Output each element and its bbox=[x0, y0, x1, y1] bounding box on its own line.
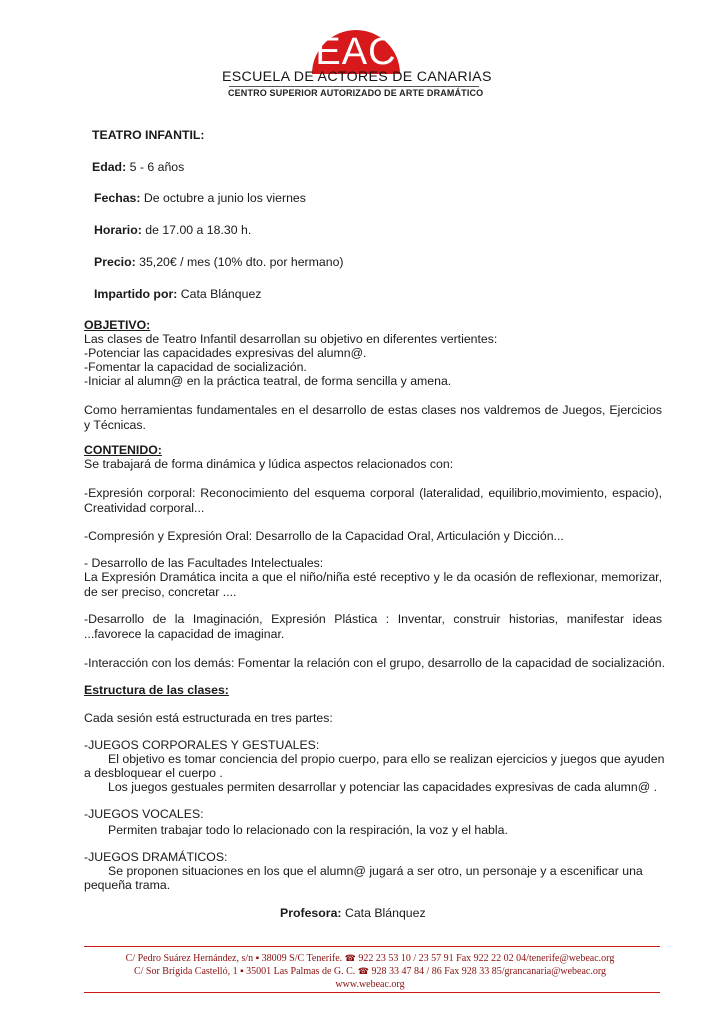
corporales-title: -JUEGOS CORPORALES Y GESTUALES: bbox=[84, 738, 320, 752]
contenido-intro: Se trabajará de forma dinámica y lúdica aspectos relacionados con: bbox=[84, 457, 454, 471]
course-title: TEATRO INFANTIL: bbox=[92, 128, 205, 142]
telephone-icon: ☎ bbox=[344, 953, 356, 963]
dramaticos-title: -JUEGOS DRAMÁTICOS: bbox=[84, 850, 228, 864]
age-value: 5 - 6 años bbox=[129, 160, 185, 174]
objetivo-item: -Iniciar al alumn@ en la práctica teatral, de forma sencilla y amena. bbox=[84, 374, 452, 388]
estructura-heading: Estructura de las clases: bbox=[84, 683, 229, 697]
corporales-text: a desbloquear el cuerpo . bbox=[84, 766, 223, 780]
price-label: Precio: bbox=[94, 255, 136, 269]
dates-value: De octubre a junio los viernes bbox=[143, 191, 306, 205]
school-name: ESCUELA DE ACTORES DE CANARIAS bbox=[222, 69, 492, 85]
teacher-row bbox=[94, 287, 261, 302]
contenido-heading: CONTENIDO: bbox=[84, 443, 162, 457]
objetivo-heading: OBJETIVO: bbox=[84, 318, 151, 332]
objetivo-tools: Como herramientas fundamentales en el desarrollo de estas clases nos valdremos de Juegos, Ejercicios y Técnicas. bbox=[84, 403, 662, 432]
school-logo bbox=[300, 14, 412, 74]
contenido-expresion-corporal: -Expresión corporal: Reconocimiento del esquema corporal (lateralidad, equilibrio,movimiento, espacio), Creatividad corporal... bbox=[84, 486, 662, 515]
footer-divider-bottom bbox=[84, 992, 660, 993]
teacher-value: Cata Blánquez bbox=[180, 287, 262, 301]
contenido-facultades-text: La Expresión Dramática incita a que el niño/niña esté receptivo y le da ocasión de reflexionar, memorizar, de ser preciso, concretar .... bbox=[84, 570, 662, 599]
footer-tenerife bbox=[60, 953, 680, 964]
contenido-expresion-oral: -Compresión y Expresión Oral: Desarrollo de la Capacidad Oral, Articulación y Dicción... bbox=[84, 529, 564, 543]
schedule-row bbox=[94, 223, 251, 238]
footer-address: C/ Sor Brígida Castelló, 1 ▪ 35001 Las Palmas de G. C. bbox=[133, 966, 356, 977]
corporales-text: Los juegos gestuales permiten desarrollar y potenciar las capacidades expresivas de cada alumn@ . bbox=[108, 780, 658, 794]
age-row bbox=[92, 160, 184, 175]
dates-row bbox=[94, 191, 306, 206]
contenido-interaccion: -Interacción con los demás: Fomentar la relación con el grupo, desarrollo de la capacidad de socialización. bbox=[84, 656, 666, 670]
header-divider bbox=[229, 86, 479, 87]
footer-contact: 928 33 47 84 / 86 Fax 928 33 85/grancanaria@webeac.org bbox=[371, 966, 607, 977]
telephone-icon: ☎ bbox=[357, 966, 369, 976]
age-label: Edad: bbox=[92, 160, 127, 174]
footer-gran-canaria bbox=[60, 966, 680, 977]
signature-name: Cata Blánquez bbox=[344, 906, 426, 920]
teacher-label: Impartido por: bbox=[94, 287, 178, 301]
footer-divider-top bbox=[84, 946, 660, 947]
objetivo-intro: Las clases de Teatro Infantil desarrollan su objetivo en diferentes vertientes: bbox=[84, 332, 498, 346]
objetivo-item: -Fomentar la capacidad de socialización. bbox=[84, 360, 307, 374]
schedule-label: Horario: bbox=[94, 223, 142, 237]
school-subtitle: CENTRO SUPERIOR AUTORIZADO DE ARTE DRAMÁTICO bbox=[228, 88, 484, 98]
price-value: 35,20€ / mes (10% dto. por hermano) bbox=[139, 255, 344, 269]
estructura-intro: Cada sesión está estructurada en tres partes: bbox=[84, 711, 333, 725]
signature-label: Profesora: bbox=[280, 906, 342, 920]
vocales-title: -JUEGOS VOCALES: bbox=[84, 807, 204, 821]
signature bbox=[280, 906, 426, 921]
corporales-text: El objetivo es tomar conciencia del propio cuerpo, para ello se realizan ejercicios y juegos que ayuden bbox=[108, 752, 665, 766]
price-row bbox=[94, 255, 344, 270]
contenido-imaginacion: -Desarrollo de la Imaginación, Expresión Plástica : Inventar, construir historias, manifestar ideas ...favorece la capacidad de imaginar. bbox=[84, 612, 662, 641]
footer-website[interactable]: www.webeac.org bbox=[335, 979, 405, 990]
logo-text: EAC bbox=[315, 31, 397, 73]
footer-address: C/ Pedro Suárez Hernández, s/n ▪ 38009 S/C Tenerife. bbox=[125, 953, 343, 964]
dates-label: Fechas: bbox=[94, 191, 141, 205]
dramaticos-text: pequeña trama. bbox=[84, 878, 171, 892]
contenido-facultades-title: - Desarrollo de las Facultades Intelectuales: bbox=[84, 556, 324, 570]
dramaticos-text: Se proponen situaciones en los que el alumn@ jugará a ser otro, un personaje y a escenificar una bbox=[108, 864, 643, 878]
objetivo-item: -Potenciar las capacidades expresivas del alumn@. bbox=[84, 346, 367, 360]
schedule-value: de 17.00 a 18.30 h. bbox=[145, 223, 252, 237]
footer-contact: 922 23 53 10 / 23 57 91 Fax 922 22 02 04/tenerife@webeac.org bbox=[358, 953, 615, 964]
vocales-text: Permiten trabajar todo lo relacionado con la respiración, la voz y el habla. bbox=[108, 823, 508, 837]
